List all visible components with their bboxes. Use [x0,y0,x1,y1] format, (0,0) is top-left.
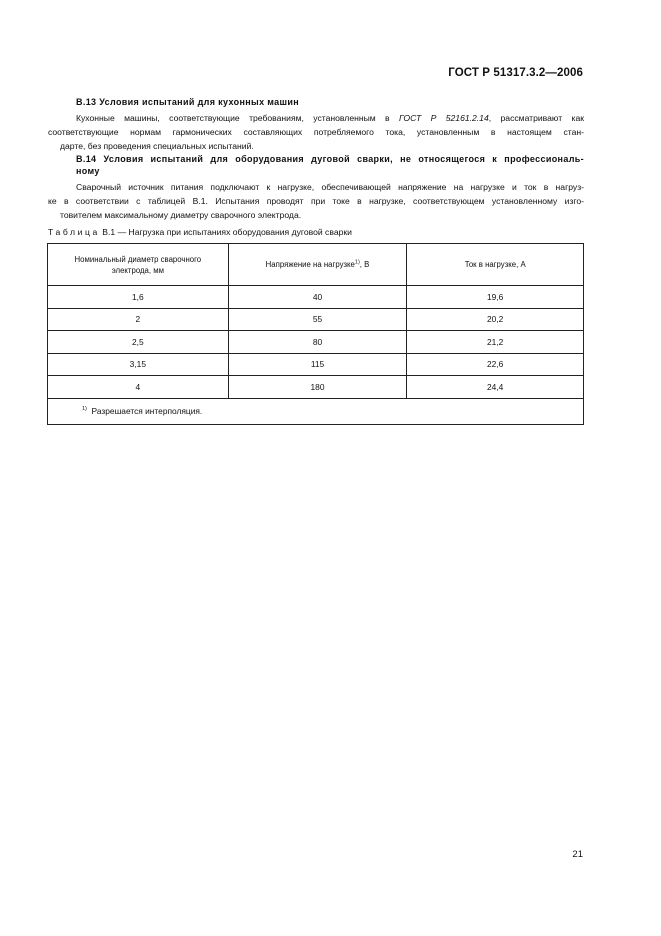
footnote-mark: 1) [82,406,87,413]
page-number: 21 [572,849,583,860]
paragraph-line: Кухонные машины, соответствующие требованиям, установленным в ГОСТ Р 52161.2.14, рассматривают как [76,113,584,123]
table-caption-label: Таблица [48,227,100,237]
section-b14-heading-line2: ному [76,166,100,176]
paragraph-line: ке в соответствии с таблицей В.1. Испытания проводят при токе в нагрузке, соответствующем установленному изго- [48,196,584,206]
paragraph-line: дарте, без проведения специальных испытаний. [60,141,254,151]
table-header-row [48,244,584,286]
cell-voltage: 40 [228,286,407,309]
section-b14-paragraph [48,180,584,222]
footnote-text: Разрешается интерполяция. [91,406,203,416]
load-table [47,243,584,425]
standard-reference: ГОСТ Р 52161.2.14 [399,113,489,123]
cell-diameter: 2 [48,308,229,331]
section-b14-heading-line1: В.14 Условия испытаний для оборудования дуговой сварки, не относящегося к профессиональ- [76,154,584,164]
cell-current: 20,2 [407,308,584,331]
table-row [48,308,584,331]
cell-diameter: 1,6 [48,286,229,309]
table-row [48,376,584,399]
table-footnote-row [48,398,584,424]
paragraph-line: соответствующие нормам гармонических составляющих потребляемого тока, установленным в настоящем стан- [48,127,584,137]
cell-diameter: 3,15 [48,353,229,376]
section-b13-heading: В.13 Условия испытаний для кухонных машин [76,97,300,107]
cell-voltage: 55 [228,308,407,331]
table-row [48,353,584,376]
table-caption [48,227,352,237]
document-code-header: ГОСТ Р 51317.3.2—2006 [448,67,583,79]
header-voltage: Напряжение на нагрузке$^{1)}$, В [228,244,407,286]
header-diameter: Номинальный диаметр сварочного электрода, мм [48,244,229,286]
footnote-mark: 1) [354,259,360,266]
cell-voltage: 80 [228,331,407,354]
table-row [48,286,584,309]
cell-current: 21,2 [407,331,584,354]
cell-diameter: 4 [48,376,229,399]
cell-voltage: 180 [228,376,407,399]
cell-current: 22,6 [407,353,584,376]
cell-current: 24,4 [407,376,584,399]
table-footnote [48,398,584,424]
cell-current: 19,6 [407,286,584,309]
table-row [48,331,584,354]
section-b13-paragraph [48,111,584,153]
paragraph-line: Сварочный источник питания подключают к нагрузке, обеспечивающей напряжение на нагрузке и ток в нагруз- [76,182,584,192]
header-current: Ток в нагрузке, А [407,244,584,286]
paragraph-line: товителем максимальному диаметру сварочного электрода. [60,210,302,220]
table-caption-text: В.1 — Нагрузка при испытаниях оборудования дуговой сварки [99,227,352,237]
cell-diameter: 2,5 [48,331,229,354]
cell-voltage: 115 [228,353,407,376]
